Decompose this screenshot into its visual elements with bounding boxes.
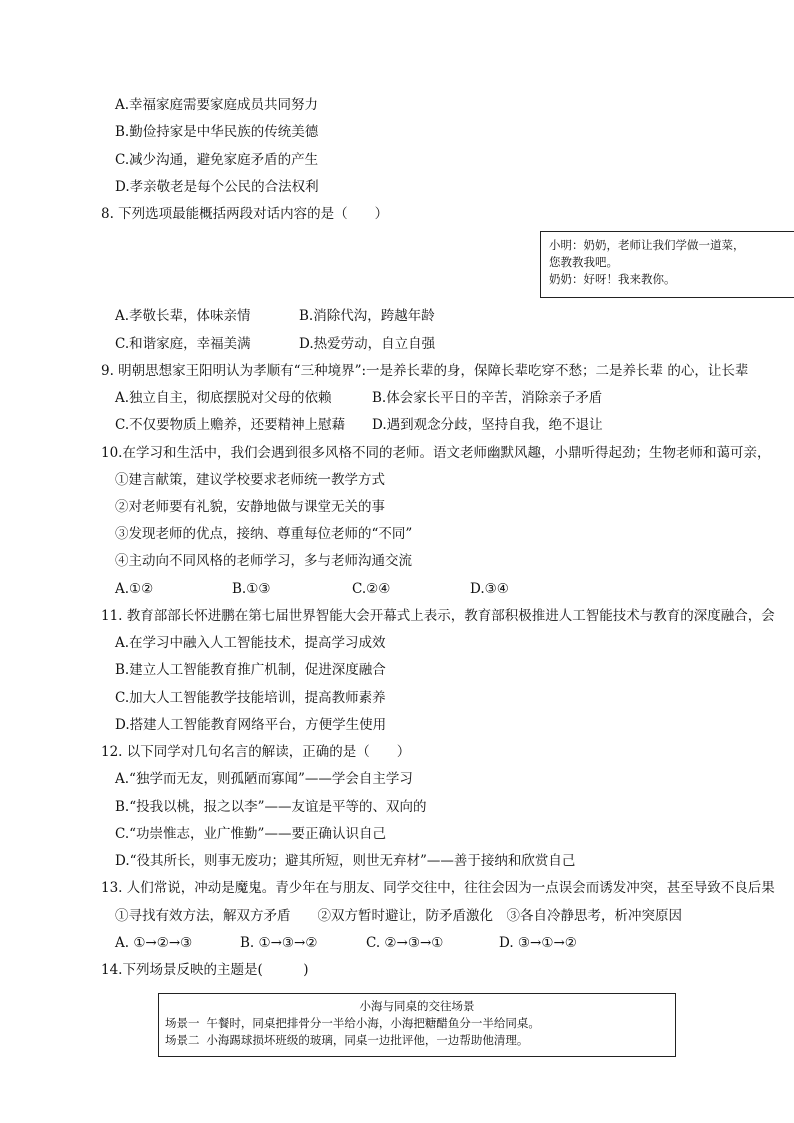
- q10-option-c: C.②④: [352, 581, 391, 597]
- q10-option-b: B.①③: [232, 581, 271, 597]
- q11-stem: 11. 教育部部长怀进鹏在第七届世界智能大会开幕式上表示，教育部积极推进人工智能技术与教育的深度融合，会: [101, 608, 775, 624]
- q10-item-4: ④主动向不同风格的老师学习，多与老师沟通交流: [115, 553, 412, 569]
- q13-stem: 13. 人们常说，冲动是魔鬼。青少年在与朋友、同学交往中，往往会因为一点误会而诱发冲突，甚至导致不良后果: [101, 880, 775, 896]
- q12-option-d: D.“役其所长，则事无废功；避其所短，则世无弃材”——善于接纳和欣赏自己: [115, 853, 576, 869]
- q7-option-c: C.减少沟通，避免家庭矛盾的产生: [115, 152, 319, 168]
- q10-item-2: ②对老师要有礼貌，安静地做与课堂无关的事: [115, 499, 385, 515]
- q14-scene-box: [158, 993, 676, 1057]
- q9-stem: 9. 明朝思想家王阳明认为孝顺有“三种境界”:一是养长辈的身，保障长辈吃穿不愁；二是养长辈 的心，让长辈: [101, 363, 749, 379]
- q10-item-1: ①建言献策，建议学校要求老师统一教学方式: [115, 472, 385, 488]
- scene-line: 场景二 小海踢球损坏班级的玻璃，同桌一边批评他，一边帮助他清理。: [165, 1033, 529, 1047]
- q12-option-c: C.“功崇惟志，业广惟勤”——要正确认识自己: [115, 826, 386, 842]
- q14-stem: 14.下列场景反映的主题是( ): [101, 962, 309, 978]
- dialogue-line: 您教教我吧。: [549, 255, 618, 269]
- q7-option-a: A.幸福家庭需要家庭成员共同努力: [115, 97, 319, 113]
- q10-stem: 10.在学习和生活中，我们会遇到很多风格不同的老师。语文老师幽默风趣，小鼎听得起劲；生物老师和蔼可亲，: [101, 445, 771, 461]
- q7-option-b: B.勤俭持家是中华民族的传统美德: [115, 124, 319, 140]
- scene-line: 场景一 午餐时，同桌把排骨分一半给小海，小海把糖醋鱼分一半给同桌。: [165, 1016, 540, 1030]
- q11-option-a: A.在学习中融入人工智能技术，提高学习成效: [115, 635, 386, 651]
- q9-option-a: A.独立自主，彻底摆脱对父母的依赖: [115, 390, 332, 406]
- q8-option-b: B.消除代沟，跨越年龄: [299, 308, 435, 324]
- q8-option-c: C.和谐家庭，幸福美满: [115, 336, 251, 352]
- q10-item-3: ③发现老师的优点，接纳、尊重每位老师的“不同”: [115, 526, 413, 542]
- dialogue-line: 小明：奶奶，老师让我们学做一道菜，: [549, 238, 745, 252]
- q10-option-d: D.③④: [470, 581, 509, 597]
- q8-option-a: A.孝敬长辈，体味亲情: [115, 308, 251, 324]
- q8-option-d: D.热爱劳动，自立自强: [299, 336, 436, 352]
- q11-option-b: B.建立人工智能教育推广机制，促进深度融合: [115, 662, 386, 678]
- q9-option-d: D.遇到观念分歧，坚持自我，绝不退让: [372, 417, 603, 433]
- q8-dialogue-box: [540, 231, 794, 298]
- q11-option-c: C.加大人工智能教学技能培训，提高教师素养: [115, 690, 386, 706]
- q13-option-a: A. ①→②→③: [115, 935, 193, 951]
- q12-option-a: A.“独学而无友，则孤陋而寡闻”——学会自主学习: [115, 771, 413, 787]
- q13-items: ①寻找有效方法，解双方矛盾 ②双方暂时避让，防矛盾激化 ③各自冷静思考，析冲突原因: [115, 908, 682, 924]
- q9-option-c: C.不仅要物质上赡养，还要精神上慰藉: [115, 417, 346, 433]
- q8-stem: 8. 下列选项最能概括两段对话内容的是（ ）: [101, 206, 389, 222]
- scene-box-title: 小海与同桌的交往场景: [359, 999, 475, 1013]
- q9-option-b: B.体会家长平日的辛苦，消除亲子矛盾: [372, 390, 603, 406]
- dialogue-line: 奶奶：好呀！我来教你。: [549, 272, 676, 286]
- q13-option-b: B. ①→③→②: [240, 935, 318, 951]
- q12-option-b: B.“投我以桃，报之以李”——友谊是平等的、双向的: [115, 799, 427, 815]
- q11-option-d: D.搭建人工智能教育网络平台，方便学生使用: [115, 717, 387, 733]
- q7-option-d: D.孝亲敬老是每个公民的合法权利: [115, 179, 319, 195]
- q10-option-a: A.①②: [115, 581, 154, 597]
- q13-option-d: D. ③→①→②: [499, 935, 577, 951]
- q12-stem: 12. 以下同学对几句名言的解读，正确的是（ ）: [101, 744, 411, 760]
- q13-option-c: C. ②→③→①: [366, 935, 444, 951]
